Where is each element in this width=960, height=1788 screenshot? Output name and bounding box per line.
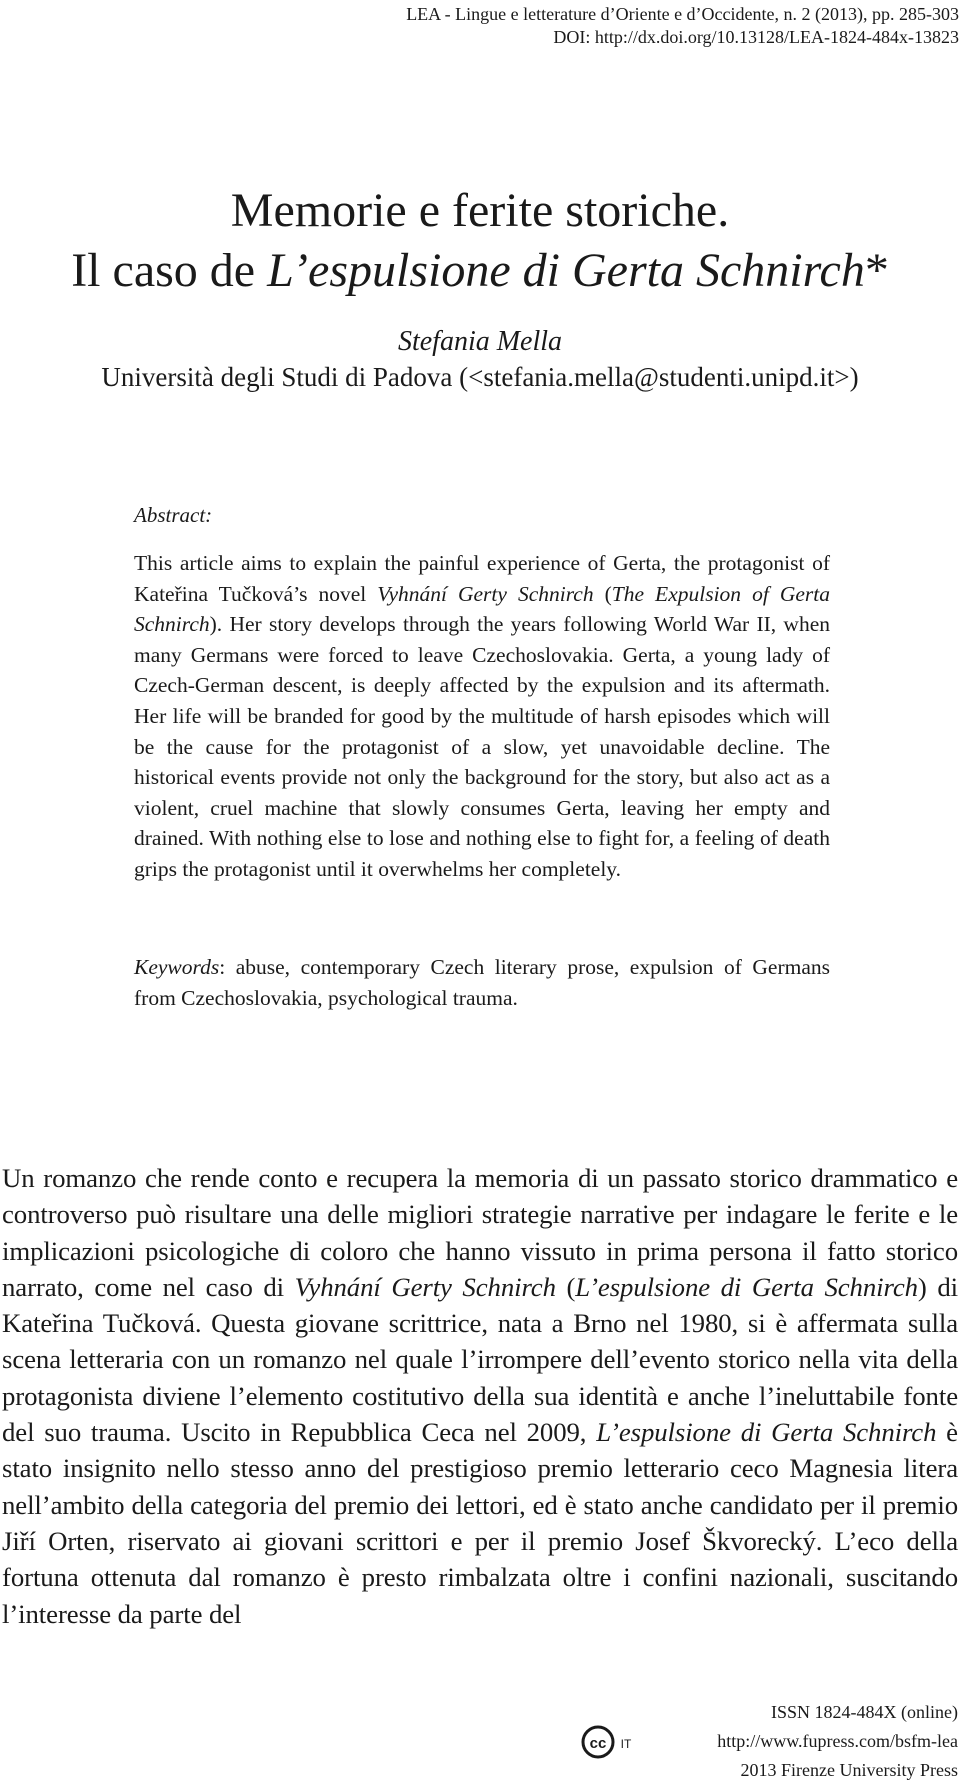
publication-footer — [538, 1698, 958, 1785]
publisher-name: 2013 Firenze University Press — [740, 1760, 958, 1780]
journal-header — [259, 3, 959, 49]
keywords-label: Keywords — [134, 955, 220, 979]
article-title — [0, 181, 960, 301]
keywords-list: : abuse, contemporary Czech literary prose, expulsion of Germans from Czechoslovakia, psychological trauma. — [134, 955, 830, 1010]
doi-link[interactable]: DOI: http://dx.doi.org/10.13128/LEA-1824-484x-13823 — [553, 27, 959, 47]
title-line-2 — [0, 241, 960, 301]
footnote-mark[interactable]: * — [864, 244, 889, 297]
title-line-1: Memorie e ferite storiche. — [230, 184, 730, 237]
body-text-1: Un romanzo che rende conto e recupera la memoria di un passato storico drammatico e controverso può risultare una delle migliori strategie narrative per indagare le ferite e le implicazioni psicologiche di coloro che hanno vissuto in prima persona il fatto storico narrato, come nel caso di — [2, 1163, 958, 1302]
keywords — [134, 952, 830, 1013]
abstract-part-2: ). Her story develops through the years following World War II, when many Germans were forced to leave Czechoslovakia. Gerta, a young lady of Czech-German descent, is deeply affected by the expulsion and its aftermath. Her life will be branded for good by the multitude of harsh episodes which will be the cause for the protagonist of a slow, yet unavoidable decline. The historical events provide not only the background for the story, but also act as a violent, cruel machine that slowly consumes Gerta, leaving her empty and drained. With nothing else to lose and nothing else to fight for, a feeling of death grips the protagonist until it overwhelms her completely. — [134, 612, 830, 881]
body-italic-3: L’espulsione di Gerta Schnirch — [596, 1417, 937, 1448]
abstract-colon: : — [205, 503, 213, 527]
abstract-novel-english: The Expulsion of Gerta Schnirch — [134, 581, 830, 637]
abstract-novel-czech: Vyhnání Gerty Schnirch — [377, 581, 594, 606]
abstract-text — [134, 548, 830, 885]
cc-logo-text: cc — [589, 1735, 607, 1752]
body-paragraph — [2, 1160, 958, 1632]
body-text-4: è stato insignito nello stesso anno del prestigioso premio letterario ceco Magnesia litera nell’ambito della categoria del premio dei lettori, ed è stato anche candidato per il premio Jiří Orten, riservato ai giovani scrittori e per il premio Josef Škvorecký. L’eco della fortuna ottenuta dal romanzo è presto rimbalzata oltre i confini nazionali, suscitando l’interesse da parte del — [2, 1417, 958, 1629]
publisher-url[interactable]: http://www.fupress.com/bsfm-lea — [717, 1731, 958, 1751]
author-name: Stefania Mella — [397, 326, 563, 357]
issn: ISSN 1824-484X (online) — [771, 1702, 958, 1722]
body-italic-1: Vyhnání Gerty Schnirch — [294, 1271, 556, 1302]
abstract-paren: ( — [593, 581, 612, 606]
title-prefix: Il caso de — [71, 244, 268, 297]
cc-country-code: IT — [620, 1737, 632, 1751]
body-italic-2: L’espulsione di Gerta Schnirch — [575, 1271, 918, 1302]
body-text-2: ( — [555, 1271, 576, 1302]
author-affiliation: Università degli Studi di Padova (<stefania.mella@studenti.unipd.it>) — [101, 362, 859, 392]
abstract-label-text: Abstract — [134, 503, 206, 527]
journal-citation: LEA - Lingue e letterature d’Oriente e d’Occidente, n. 2 (2013), pp. 285-303 — [406, 4, 959, 24]
title-work: L’espulsione di Gerta Schnirch — [267, 244, 865, 297]
abstract-label — [134, 500, 212, 530]
body-text-3: ) di Kateřina Tučková. Questa giovane scrittrice, nata a Brno nel 1980, si è affermata sulla scena letteraria con un romanzo nel quale l’irrompere dell’evento storico nella vita della protagonista diviene l’elemento costitutivo della sua identità e anche l’ineluttabile fonte del suo trauma. Uscito in Repubblica Ceca nel 2009, — [2, 1271, 958, 1448]
abstract-part-1: This article aims to explain the painful experience of Gerta, the protagonist of Kateřina Tučková’s novel — [134, 551, 830, 606]
